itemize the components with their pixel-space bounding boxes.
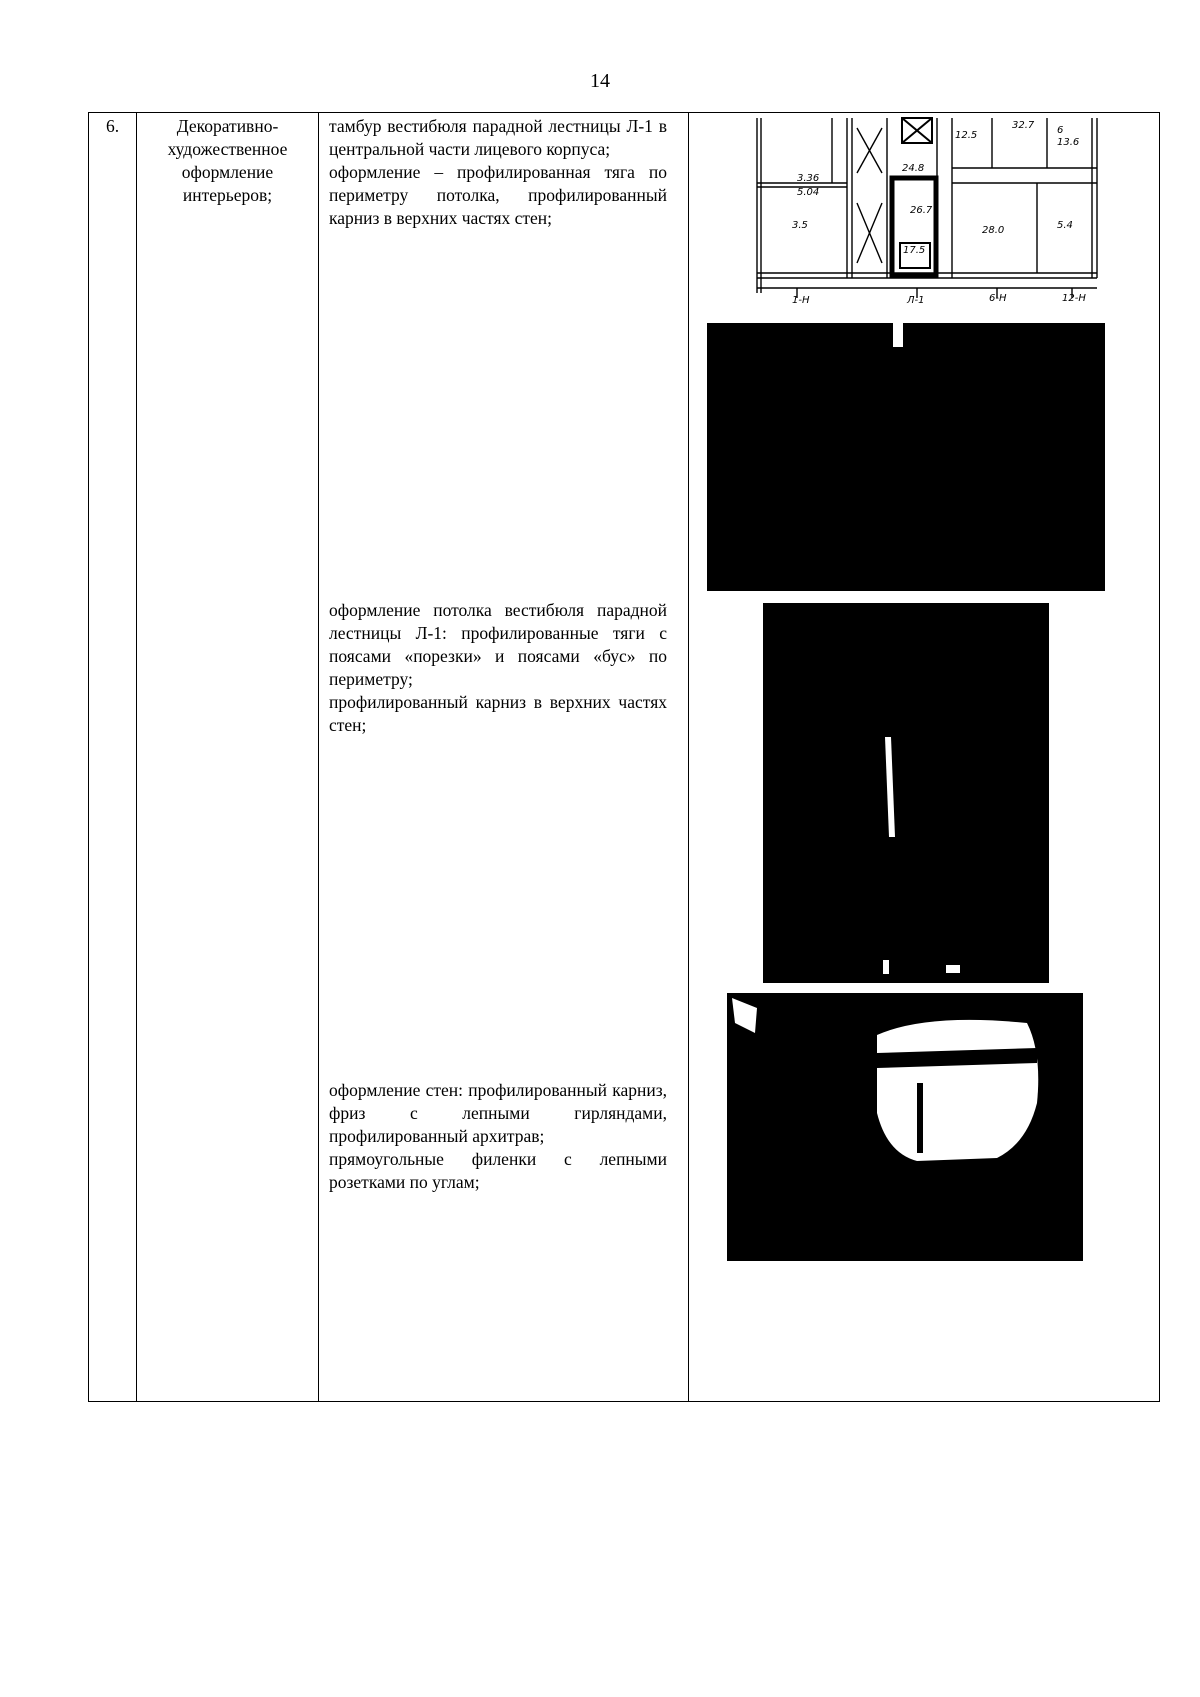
plan-label: 3.36	[797, 173, 820, 184]
plan-label: 12-Н	[1062, 293, 1086, 304]
ceiling-photo-image	[707, 323, 1105, 591]
plan-label: 32.7	[1012, 120, 1035, 131]
plan-label: 5.4	[1057, 220, 1073, 231]
plan-label: 13.6	[1057, 137, 1080, 148]
description-text: оформление – профилированная тяга по периметру потолка, профилированный карниз в верхних частях стен;	[329, 162, 667, 228]
description-cell	[319, 113, 689, 1402]
wall-photo	[727, 993, 1083, 1261]
row-number-cell	[89, 113, 137, 1402]
plan-label: 6-Н	[989, 293, 1007, 304]
description-3	[329, 1079, 667, 1194]
vestibule-ceiling-photo-image	[763, 603, 1049, 983]
plan-label: 3.5	[792, 220, 808, 231]
wall-photo-image	[727, 993, 1083, 1261]
description-1	[329, 115, 667, 230]
plan-label: 6	[1057, 125, 1064, 136]
description-text: оформление потолка вестибюля парадной лестницы Л-1: профилированные тяги с поясами «порезки» и поясами «бус» по периметру;	[329, 600, 667, 689]
plan-label: 17.5	[903, 245, 926, 256]
floor-plan-image	[697, 113, 1117, 308]
plan-label: 5.04	[797, 187, 820, 198]
floor-plan-drawing	[697, 113, 1117, 308]
table-row	[89, 113, 1160, 1402]
description-2	[329, 599, 667, 737]
plan-label: 1-Н	[792, 295, 810, 306]
plan-label: 28.0	[982, 225, 1005, 236]
vestibule-ceiling-photo	[763, 603, 1049, 983]
heritage-table	[88, 112, 1160, 1402]
image-cell	[689, 113, 1160, 1402]
description-text: прямоугольные филенки с лепными розетками по углам;	[329, 1149, 667, 1192]
description-text: оформление стен: профилированный карниз, фриз с лепными гирляндами, профилированный архитрав;	[329, 1080, 667, 1146]
plan-label: 24.8	[902, 163, 925, 174]
category-label: Декоративно-художественное оформление интерьеров;	[167, 116, 288, 205]
description-text: тамбур вестибюля парадной лестницы Л-1 в центральной части лицевого корпуса;	[329, 116, 667, 159]
plan-label: 12.5	[955, 130, 978, 141]
plan-label: Л-1	[907, 295, 925, 306]
plan-label: 26.7	[910, 205, 933, 216]
ceiling-photo	[707, 323, 1105, 591]
row-number: 6.	[105, 116, 120, 136]
page-number: 14	[590, 70, 610, 92]
category-cell	[137, 113, 319, 1402]
description-text: профилированный карниз в верхних частях стен;	[329, 692, 667, 735]
